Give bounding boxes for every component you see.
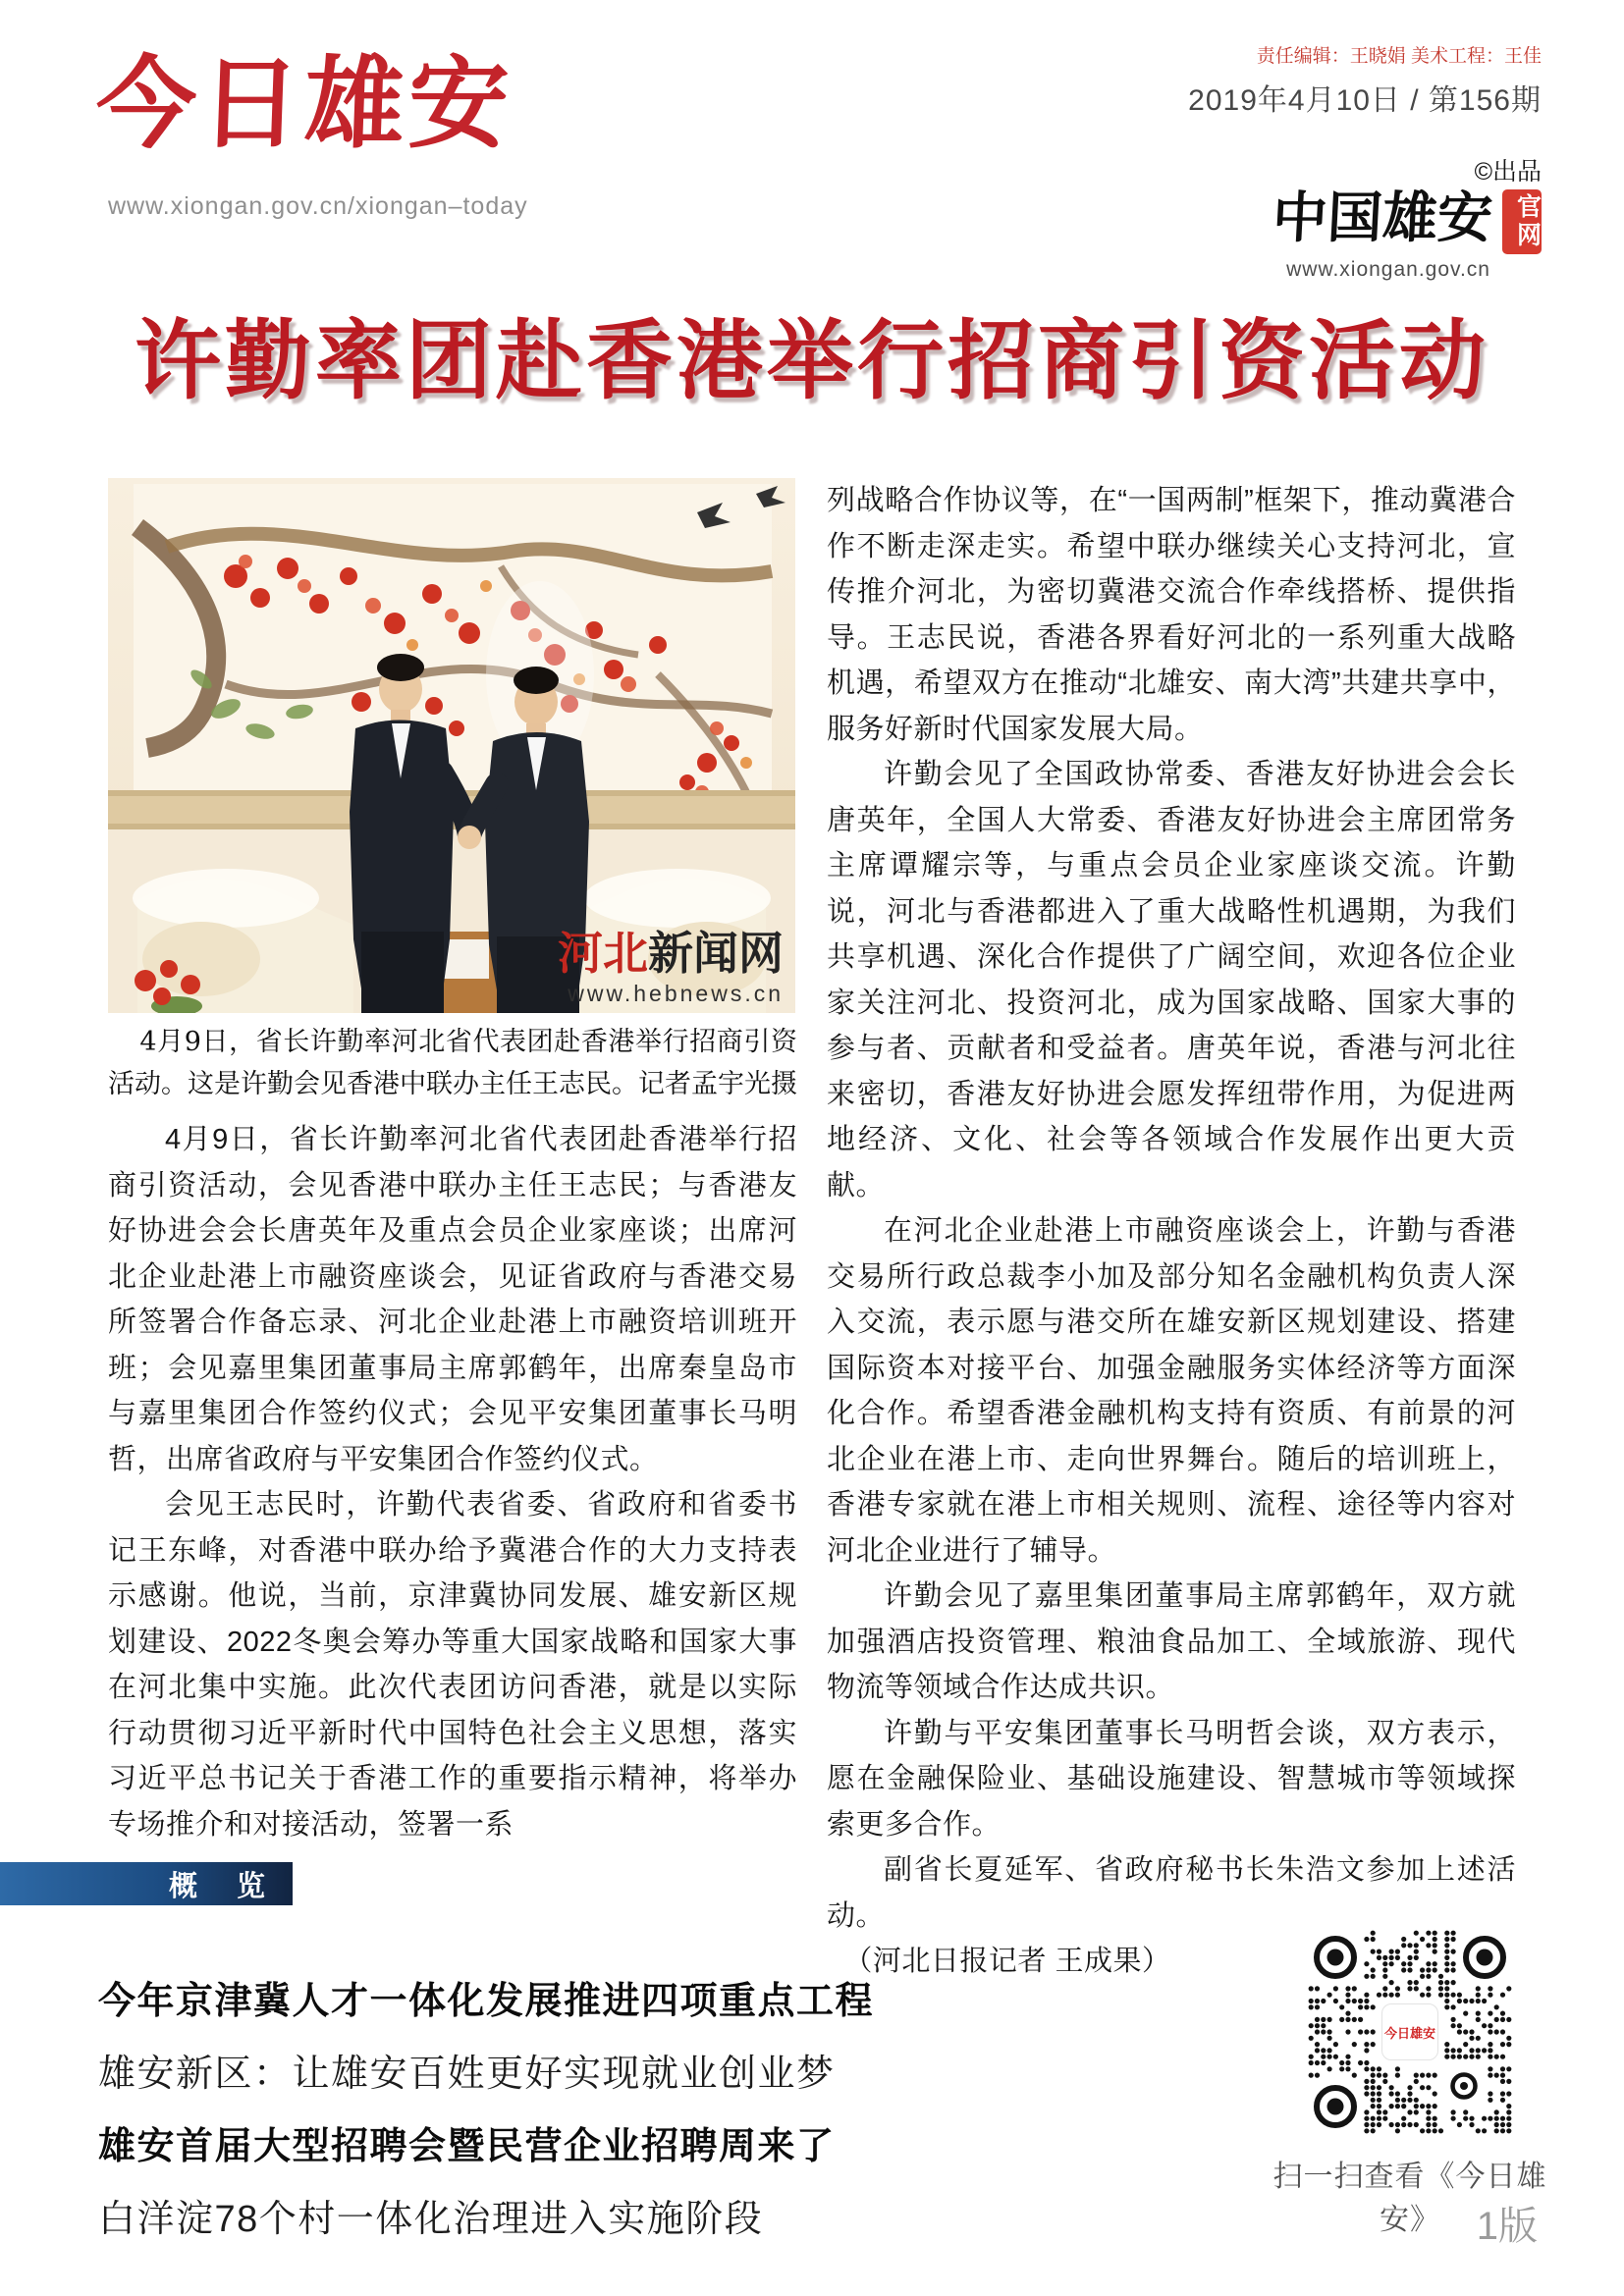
qr-code	[1308, 1930, 1512, 2134]
watermark-url: www.hebnews.cn	[568, 981, 784, 1006]
svg-text:河北新闻网	[558, 927, 784, 980]
news-photo	[108, 478, 795, 1013]
paragraph: 许勤与平安集团董事长马明哲会谈，双方表示，愿在金融保险业、基础设施建设、智慧城市等领域探索更多合作。	[827, 1717, 1516, 1841]
paragraph: 4月9日，省长许勤率河北省代表团赴香港举行招商引资活动，会见香港中联办主任王志民；与香港友好协进会会长唐英年及重点会员企业家座谈；出席河北企业赴港上市融资座谈会，见证省政府与香港交易所签署合作备忘录、河北企业赴港上市融资培训班开班；会见嘉里集团董事局主席郭鹤年，出席秦皇岛市与嘉里集团合作签约仪式；会见平安集团董事长马明哲，出席省政府与平安集团合作签约仪式。	[108, 1124, 797, 1475]
official-site-seal: 官网	[1502, 189, 1542, 254]
watermark-hebei: 河北	[558, 927, 648, 980]
brand-logo: 中国雄安	[1271, 186, 1494, 250]
photo-watermark	[558, 927, 784, 1006]
overview-section-bar	[0, 1862, 293, 1905]
masthead-site-url: www.xiongan.gov.cn/xiongan–today	[108, 192, 528, 220]
right-column	[827, 478, 1516, 1985]
qr-center-logo	[1381, 2003, 1438, 2060]
news-photo-figure	[108, 478, 797, 1105]
overview-label: 概 览	[168, 1870, 281, 1902]
paragraph: 副省长夏延军、省政府秘书长朱浩文参加上述活动。	[827, 1854, 1516, 1932]
paragraph: 许勤会见了全国政协常委、香港友好协进会会长唐英年，全国人大常委、香港友好协进会主席团常务主席谭耀宗等，与重点会员企业家座谈交流。许勤说，河北与香港都进入了重大战略性机遇期，为我们共享机遇、深化合作提供了广阔空间，欢迎各位企业家关注河北、投资河北，成为国家战略、国家大事的参与者、贡献者和受益者。唐英年说，香港与河北往来密切，香港友好协进会愿发挥纽带作用，为促进两地经济、文化、社会等各领域合作发展作出更大贡献。	[827, 759, 1516, 1201]
editor-credit-line: 责任编辑：王晓娟 美术工程：王佳	[1256, 46, 1542, 67]
left-column	[108, 478, 797, 1985]
article-content	[108, 478, 1516, 1985]
page-number: 1版	[1476, 2205, 1538, 2248]
left-column-text	[108, 1117, 797, 1847]
article-byline: （河北日报记者 王成果）	[843, 1946, 1171, 1977]
brand-row	[1188, 186, 1542, 254]
overview-headline: 白洋淀78个村一体化治理进入实施阶段	[98, 2199, 764, 2240]
qr-center-label: 今日雄安	[1383, 2026, 1435, 2042]
produced-by-label: ©出品	[1474, 158, 1542, 186]
sofa-cushion-left	[142, 922, 260, 996]
overview-headline: 雄安新区：让雄安百姓更好实现就业创业梦	[98, 2054, 836, 2095]
qr-caption: 扫一扫查看《今日雄安》	[1272, 2161, 1547, 2236]
masthead-right-block	[1188, 41, 1542, 282]
paragraph: 列战略合作协议等，在“一国两制”框架下，推动冀港合作不断走深走实。希望中联办继续关心支持河北，宣传推介河北，为密切冀港交流合作牵线搭桥、提供指导。王志民说，香港各界看好河北的一系列重大战略机遇，希望双方在推动“北雄安、南大湾”共建共享中，服务好新时代国家发展大局。	[827, 485, 1516, 745]
paragraph: 许勤会见了嘉里集团董事局主席郭鹤年，双方就加强酒店投资管理、粮油食品加工、全域旅游、现代物流等领域合作达成共识。	[827, 1580, 1516, 1703]
overview-headline-list	[98, 1965, 874, 2256]
issue-date-line: 2019年4月10日 / 第156期	[1188, 84, 1542, 117]
main-headline: 许勤率团赴香港举行招商引资活动	[134, 309, 1489, 411]
brand-url: www.xiongan.gov.cn	[1286, 258, 1490, 281]
qr-block	[1263, 1930, 1557, 2238]
watermark-news: 新闻网	[648, 927, 784, 980]
photo-caption: 4月9日，省长许勤率河北省代表团赴香港举行招商引资活动。这是许勤会见香港中联办主任王志民。记者孟宇光摄	[108, 1027, 797, 1099]
masthead-logo: 今日雄安	[93, 45, 515, 163]
overview-headline: 雄安首届大型招聘会暨民营企业招聘周来了	[98, 2126, 836, 2167]
overview-headline: 今年京津冀人才一体化发展推进四项重点工程	[98, 1981, 875, 2022]
paragraph: 会见王志民时，许勤代表省委、省政府和省委书记王东峰，对香港中联办给予冀港合作的大力支持表示感谢。他说，当前，京津冀协同发展、雄安新区规划建设、2022冬奥会筹办等重大国家战略和国家大事在河北集中实施。此次代表团访问香港，就是以实际行动贯彻习近平新时代中国特色社会主义思想，落实习近平总书记关于香港工作的重要指示精神，将举办专场推介和对接活动，签署一系	[108, 1489, 797, 1841]
paragraph: 在河北企业赴港上市融资座谈会上，许勤与香港交易所行政总裁李小加及部分知名金融机构负责人深入交流，表示愿与港交所在雄安新区规划建设、搭建国际资本对接平台、加强金融服务实体经济等方面深化合作。希望香港金融机构支持有资质、有前景的河北企业在港上市、走向世界舞台。随后的培训班上，香港专家就在港上市相关规则、流程、途径等内容对河北企业进行了辅导。	[827, 1215, 1516, 1567]
